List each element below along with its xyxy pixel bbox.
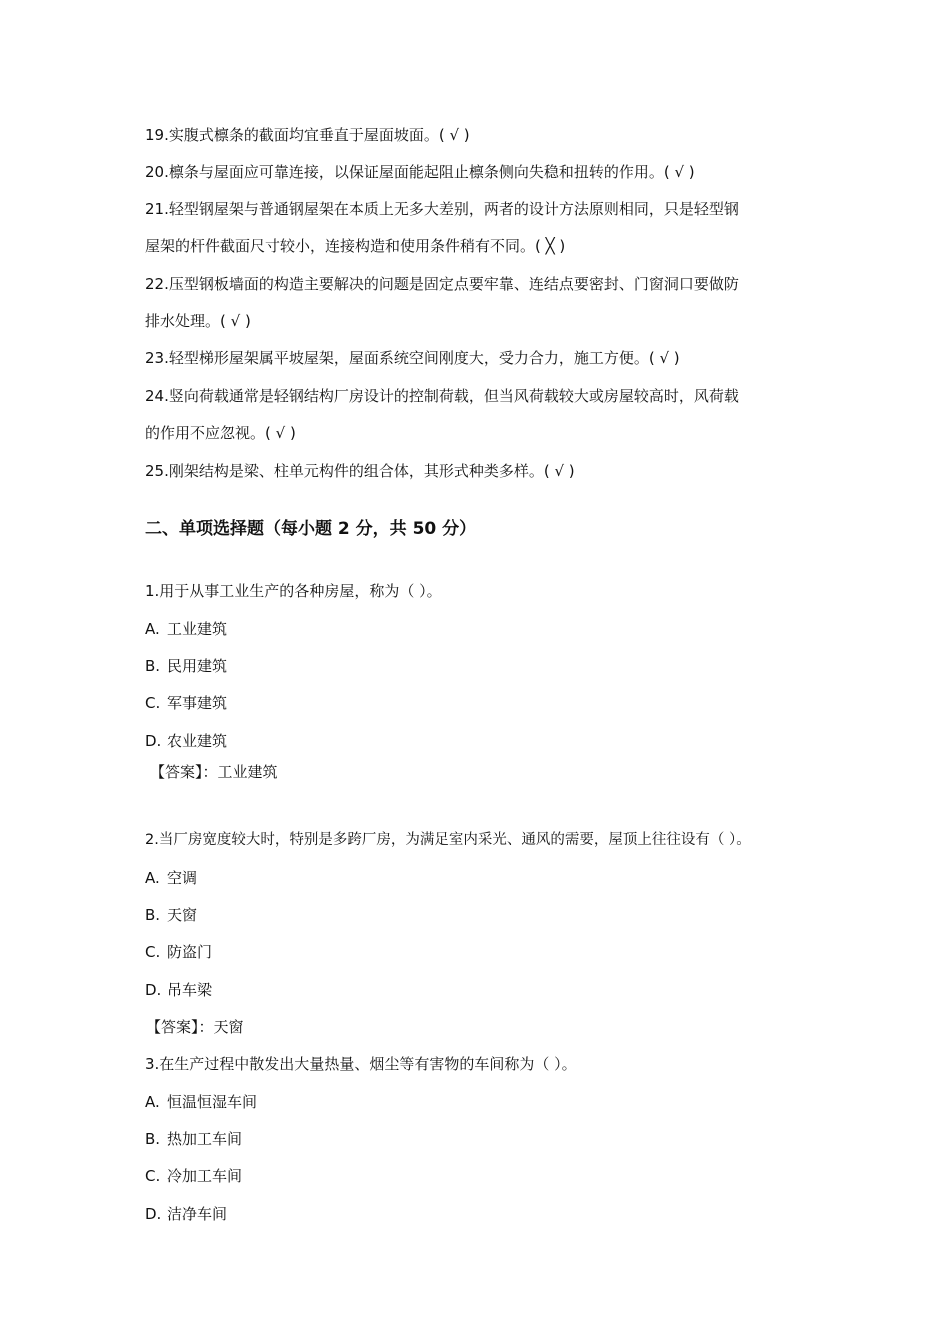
option-letter: A. (145, 869, 160, 887)
judgement-item-22-line-1: 22.压型钢板墙面的构造主要解决的问题是固定点要牢靠、连结点要密封、门窗洞口要做防 (145, 275, 739, 293)
judgement-item-20: 20.檩条与屋面应可靠连接，以保证屋面能起阻止檩条侧向失稳和扭转的作用。( √ ) (145, 163, 695, 181)
option-letter: C. (145, 943, 161, 961)
section-heading: 二、单项选择题（每小题 2 分，共 50 分） (145, 519, 477, 539)
option-letter: D. (145, 1205, 162, 1223)
option-1-a (145, 619, 227, 639)
option-letter: D. (145, 732, 162, 750)
option-text: 天窗 (167, 906, 198, 924)
option-text: 吊车梁 (167, 981, 213, 999)
judgement-item-21-line-2: 屋架的杆件截面尺寸较小，连接构造和使用条件稍有不同。( ╳ ) (145, 237, 566, 255)
option-1-d (145, 731, 227, 751)
option-letter: B. (145, 657, 161, 675)
option-2-a (145, 868, 197, 888)
option-text: 冷加工车间 (167, 1167, 243, 1185)
option-3-c (145, 1166, 242, 1186)
judgement-item-24-line-2: 的作用不应忽视。( √ ) (145, 424, 296, 442)
option-letter: A. (145, 620, 160, 638)
option-text: 洁净车间 (167, 1205, 228, 1223)
judgement-item-21-line-1: 21.轻型钢屋架与普通钢屋架在本质上无多大差别，两者的设计方法原则相同，只是轻型钢 (145, 200, 739, 218)
question-2: 2.当厂房宽度较大时，特别是多跨厂房，为满足室内采光、通风的需要，屋顶上往往设有（ ）。 (145, 832, 751, 848)
judgement-item-22-line-2: 排水处理。( √ ) (145, 312, 251, 330)
option-letter: C. (145, 1167, 161, 1185)
judgement-item-24-line-1: 24.竖向荷载通常是轻钢结构厂房设计的控制荷载，但当风荷载较大或房屋较高时，风荷载 (145, 387, 739, 405)
answer-2: 【答案】：天窗 (146, 1018, 244, 1036)
option-letter: B. (145, 906, 161, 924)
option-2-c (145, 942, 212, 962)
option-text: 民用建筑 (167, 657, 228, 675)
option-3-b (145, 1129, 242, 1149)
judgement-item-23: 23.轻型梯形屋架属平坡屋架，屋面系统空间刚度大，受力合力，施工方便。( √ ) (145, 349, 680, 367)
judgement-item-19: 19.实腹式檩条的截面均宜垂直于屋面坡面。( √ ) (145, 126, 470, 144)
option-text: 军事建筑 (167, 694, 228, 712)
option-letter: C. (145, 694, 161, 712)
option-text: 防盗门 (167, 943, 213, 961)
option-text: 热加工车间 (167, 1130, 243, 1148)
option-3-d (145, 1204, 227, 1224)
option-letter: A. (145, 1093, 160, 1111)
option-letter: B. (145, 1130, 161, 1148)
judgement-item-25: 25.刚架结构是梁、柱单元构件的组合体，其形式种类多样。( √ ) (145, 462, 575, 480)
option-2-b (145, 905, 197, 925)
question-1: 1.用于从事工业生产的各种房屋，称为（ ）。 (145, 582, 442, 600)
question-3: 3.在生产过程中散发出大量热量、烟尘等有害物的车间称为（ ）。 (145, 1055, 577, 1073)
option-3-a (145, 1092, 257, 1112)
option-letter: D. (145, 981, 162, 999)
option-text: 空调 (167, 869, 198, 887)
option-text: 工业建筑 (167, 620, 228, 638)
option-1-c (145, 693, 227, 713)
answer-1: 【答案】：工业建筑 (150, 763, 278, 781)
option-text: 恒温恒湿车间 (167, 1093, 258, 1111)
option-1-b (145, 656, 227, 676)
option-2-d (145, 980, 212, 1000)
option-text: 农业建筑 (167, 732, 228, 750)
